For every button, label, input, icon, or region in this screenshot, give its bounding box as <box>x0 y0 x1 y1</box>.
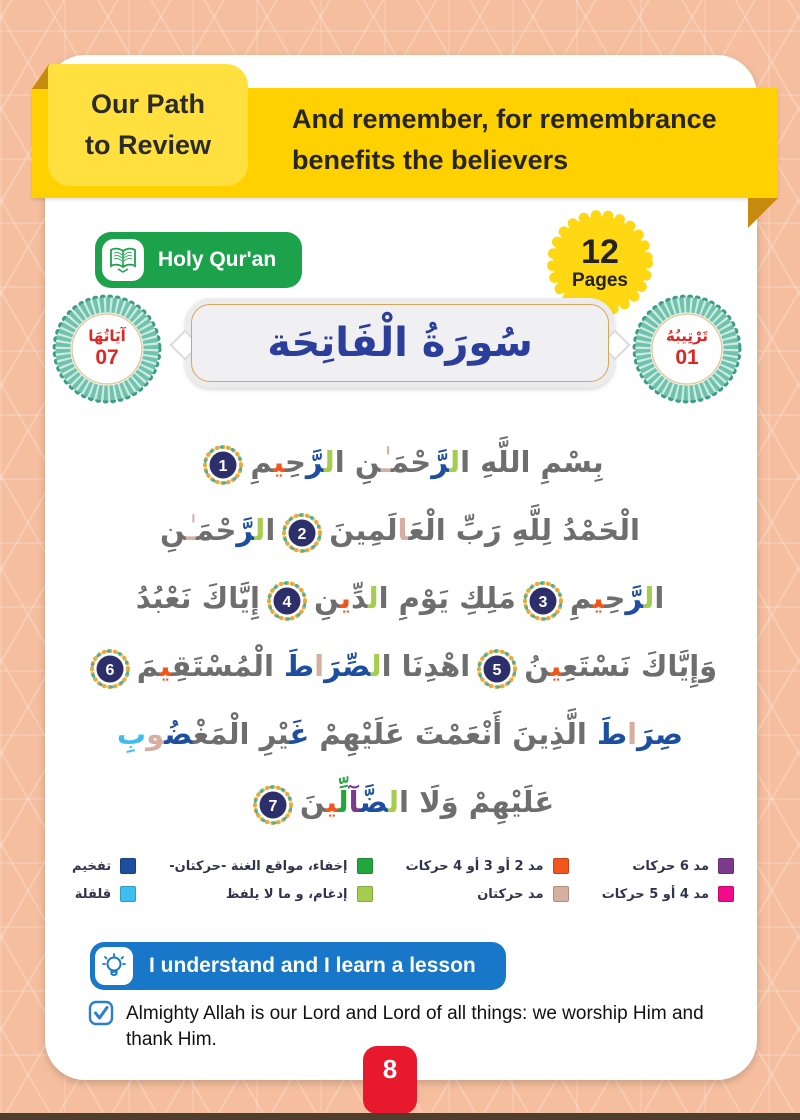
svg-text:1: 1 <box>218 458 228 475</box>
legend-item <box>72 886 136 902</box>
legend-label: مد 2 أو 3 أو 4 حركات <box>405 858 544 874</box>
legend-label: تفخيم <box>72 858 112 874</box>
checkbox-checked-icon <box>88 1000 114 1031</box>
verse-text-segment: ‍ا <box>397 513 409 547</box>
svg-text:3: 3 <box>538 594 548 611</box>
surah-title-frame <box>185 298 615 388</box>
legend-item <box>72 858 136 874</box>
verse-text-segment: مَلِكِ يَوْمِ ا <box>378 581 516 615</box>
pages-caption: Pages <box>572 269 628 291</box>
pages-count: 12 <box>581 233 619 272</box>
verse-text-segment: ل‍ <box>643 581 655 615</box>
legend-color-swatch <box>553 858 569 874</box>
verse-text-segment: حْمَ‍ <box>196 513 237 547</box>
verse-text-segment: الْمُسْتَقِ‍ <box>171 649 284 683</box>
verse-text-segment: إِيَّاكَ نَعْبُدُ <box>135 581 260 615</box>
verse-line-4 <box>70 632 730 700</box>
verse-text-segment: حِ‍ <box>604 581 626 615</box>
verse-text-segment: حِ‍ <box>284 445 306 479</box>
verse-text-segment: ا <box>265 513 276 547</box>
header-quote <box>292 99 717 181</box>
lesson-banner-label: I understand and I learn a lesson <box>149 954 476 977</box>
verses-count-medallion <box>50 292 164 406</box>
legend-column-4 <box>72 858 136 902</box>
surah-order-value: 01 <box>675 346 699 370</box>
surah-title-inner <box>191 304 609 382</box>
verse-text-segment: غَ‍ <box>289 717 310 751</box>
verse-text-segment: ‍نِ <box>313 581 341 615</box>
verse-text-segment: ‍ـٰ‍ <box>186 513 197 547</box>
svg-text:4: 4 <box>282 594 292 611</box>
ribbon-fold-left <box>32 64 49 89</box>
verse-text-segment: اهْدِنَا ا <box>381 649 471 683</box>
svg-text:2: 2 <box>297 526 307 543</box>
surah-order-label: تَرْتِيبُهُ <box>666 327 708 346</box>
lightbulb-icon <box>95 947 133 985</box>
surah-verses <box>70 428 730 836</box>
verse-text-segment: ل‍ <box>323 445 335 479</box>
header-quote-line2: benefits the believers <box>292 145 569 175</box>
verse-text-segment: لَمِينَ <box>329 513 398 547</box>
verse-text-segment: ‍ـٰ‍ <box>380 445 391 479</box>
legend-label: إدغام، و ما لا يلفظ <box>225 886 348 902</box>
verse-text-segment: الْحَمْدُ لِلَّهِ رَبِّ الْعَ‍ <box>408 513 640 547</box>
verse-text-segment: ي‍ <box>340 581 351 615</box>
verse-text-segment: ‍ي‍ <box>325 785 338 819</box>
verse-number-badge-5 <box>477 645 517 685</box>
verse-text-segment: ‍مَ <box>136 649 160 683</box>
legend-color-swatch <box>553 886 569 902</box>
verse-text-segment: لِّ‍ <box>337 785 349 819</box>
verse-line-3 <box>70 564 730 632</box>
verse-text-segment: طَ <box>283 649 315 683</box>
legend-column-2 <box>406 858 569 902</box>
page-number-tab <box>363 1046 417 1114</box>
tajweed-legend <box>72 858 734 902</box>
verses-count-value: 07 <box>95 346 119 370</box>
verse-number-badge-3 <box>523 577 563 617</box>
legend-label: مد 6 حركات <box>632 858 709 874</box>
verse-text-segment: ‍ي‍ <box>273 445 285 479</box>
verse-text-segment: ل‍ <box>370 649 382 683</box>
verse-number-badge-6 <box>90 645 130 685</box>
legend-label: إخفاء، مواقع الغنة -حركتان- <box>169 858 348 874</box>
legend-item <box>602 858 734 874</box>
verse-text-segment: ‍غْ‍ <box>192 717 210 751</box>
legend-color-swatch <box>718 886 734 902</box>
verse-text-segment: ‍ي‍ <box>592 581 605 615</box>
verse-text-segment: ‍يْرِ الْمَ‍ <box>209 717 290 751</box>
verse-text-segment: ا <box>654 581 665 615</box>
legend-color-swatch <box>357 858 373 874</box>
verse-text-segment: ‍نِ ا <box>334 445 381 479</box>
verse-text-segment: ‍دِّ <box>350 581 368 615</box>
holy-quran-badge <box>95 232 302 288</box>
verses-count-label: آيَاتُهَا <box>88 327 126 346</box>
surah-order-medallion <box>630 292 744 406</box>
verse-text-segment: ‍ضَّ‍ <box>359 785 389 819</box>
svg-text:6: 6 <box>105 662 115 679</box>
verse-text-segment: ‍آ <box>348 785 360 819</box>
section-tab-line2: to Review <box>84 130 212 160</box>
legend-label: مد حركتان <box>477 886 544 902</box>
page-bottom-edge <box>0 1113 800 1120</box>
verse-text-segment: ‍ي‍ <box>159 649 172 683</box>
verse-number-badge-1 <box>203 441 243 481</box>
verse-text-segment: ‍نِ <box>160 513 187 547</box>
verse-text-segment: ‍ضُ‍ <box>164 717 193 751</box>
verse-number-badge-2 <box>282 509 322 549</box>
legend-color-swatch <box>357 886 373 902</box>
legend-item <box>406 858 569 874</box>
verse-text-segment: طَ <box>596 717 628 751</box>
section-tab-line1: Our Path <box>90 89 205 119</box>
legend-label: مد 4 أو 5 حركات <box>601 886 709 902</box>
svg-text:7: 7 <box>268 798 278 815</box>
verse-line-6 <box>70 768 730 836</box>
lesson-banner <box>90 942 506 990</box>
verse-text-segment: ‍رَّ <box>305 445 324 479</box>
verse-text-segment: ‍نَ <box>299 785 326 819</box>
verse-text-segment: ا <box>314 649 325 683</box>
verse-line-2 <box>70 496 730 564</box>
quran-book-icon <box>102 239 144 281</box>
header-quote-line1: And remember, for remembrance <box>292 104 717 134</box>
surah-title: سُورَةُ الْفَاتِحَة <box>267 320 533 366</box>
verse-text-segment: وَإِيَّاكَ نَسْتَعِ‍ <box>562 649 718 683</box>
verse-text-segment: ا <box>627 717 638 751</box>
legend-color-swatch <box>718 858 734 874</box>
verse-text-segment: الَّذِينَ أَنْعَمْتَ عَلَيْهِمْ <box>309 717 597 751</box>
legend-item <box>406 886 569 902</box>
verse-text-segment: ‍نُ <box>524 649 551 683</box>
verse-number-badge-7 <box>253 781 293 821</box>
legend-item <box>169 858 372 874</box>
legend-item <box>602 886 734 902</box>
verse-text-segment: صِرَ <box>637 717 684 751</box>
takeaway-text: Almighty Allah is our Lord and Lord of all things: we worship Him and thank Him. <box>126 1003 704 1050</box>
legend-color-swatch <box>120 886 136 902</box>
verse-text-segment: بِ <box>116 717 147 751</box>
legend-column-3 <box>169 858 372 902</box>
ribbon-fold-right <box>748 198 778 228</box>
section-tab <box>48 64 248 186</box>
verse-number-badge-4 <box>267 577 307 617</box>
verse-text-segment: ‍مِ <box>250 445 274 479</box>
verse-text-segment: ‍رَّ <box>625 581 644 615</box>
legend-column-1 <box>602 858 734 902</box>
verse-text-segment: ‍ي‍ <box>550 649 563 683</box>
page-number: 8 <box>382 1054 398 1084</box>
svg-text:5: 5 <box>492 662 502 679</box>
verse-text-segment: ‍مِ <box>569 581 593 615</box>
takeaway-row <box>88 1000 748 1053</box>
holy-quran-label: Holy Qur'an <box>158 248 277 271</box>
verse-text-segment: ‍رَّ <box>431 445 450 479</box>
verse-line-1 <box>70 428 730 496</box>
verse-text-segment: حْمَ‍ <box>390 445 432 479</box>
verse-text-segment: ل‍ <box>388 785 400 819</box>
legend-item <box>169 886 372 902</box>
verse-text-segment: ل‍ <box>449 445 461 479</box>
verse-text-segment: ل‍ <box>367 581 379 615</box>
legend-label: قلقلة <box>74 886 112 902</box>
verse-line-5 <box>70 700 730 768</box>
verse-text-segment: عَلَيْهِمْ وَلَا ا <box>399 785 555 819</box>
verse-text-segment: ل‍ <box>254 513 266 547</box>
verse-text-segment: ‍رَّ <box>236 513 255 547</box>
legend-color-swatch <box>120 858 136 874</box>
verse-text-segment: ‍و <box>146 717 165 751</box>
verse-text-segment: ‍صِّرَ <box>324 649 371 683</box>
verse-text-segment: بِسْمِ اللَّهِ ا <box>460 445 604 479</box>
